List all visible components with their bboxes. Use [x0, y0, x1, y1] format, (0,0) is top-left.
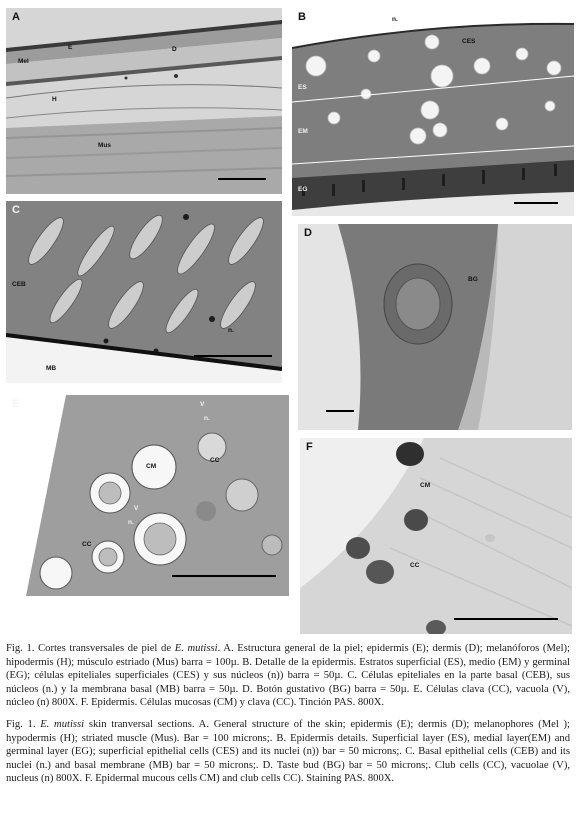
label-n: n.	[392, 16, 398, 23]
label-n-top: n.	[204, 415, 210, 422]
label-mus: Mus	[98, 142, 111, 149]
micrograph-panel-b	[292, 8, 574, 216]
caption-en-part1: Fig. 1.	[6, 719, 41, 730]
panel-b-letter: B	[298, 11, 306, 23]
panel-d-image	[298, 224, 572, 430]
label-n-mid: n.	[128, 519, 134, 526]
caption-en-part2: skin tranversal sections. A. General structure of the skin; epidermis (E); dermis (D); melanophores (Mel ); hypodermis (H); striated muscle (Mus). Bar = 100 microns;. B. Epidermis details. Superficial layer (ES), medial layer(EM) and germinal layer (EG); superficial epithelial cells (CES) and its nuclei (n)) bar = 50 microns;. C. Basal epithelial cells (CEB) and its nuclei (n.) and basal membrane (MB) bar = 50 microns;. D. Taste bud (BG) bar = 50 microns;. Club cells (CC), vacuolae (V), nucleus (n) 800X. F. Epidermal mucous cells CM) and club cells CC). Staining PAS. 800X.	[6, 719, 570, 785]
label-cm-f: CM	[420, 482, 431, 489]
panel-e-image	[6, 395, 289, 596]
label-ces: CES	[462, 38, 476, 45]
scale-bar-e	[172, 575, 276, 577]
label-cm-e: CM	[146, 463, 157, 470]
panel-d-letter: D	[304, 227, 312, 239]
micrograph-panel-e	[6, 395, 289, 596]
figure-caption-spanish	[6, 642, 570, 710]
figure-caption-english	[6, 718, 570, 786]
label-n-c: n.	[228, 327, 234, 334]
micrograph-panel-d	[298, 224, 572, 430]
label-bg: BG	[468, 276, 478, 283]
panel-f-letter: F	[306, 441, 313, 453]
micrograph-panel-f	[300, 438, 572, 634]
label-eg: EG	[298, 186, 308, 193]
caption-es-part1: Fig. 1. Cortes transversales de piel de	[6, 643, 175, 654]
label-cc-right: CC	[210, 457, 220, 464]
caption-es-part2: . A. Estructura general de la piel; epidermis (E); dermis (D); melanóforos (Mel); hipodermis (H); músculo estriado (Mus) barra = 100µ. B. Detalle de la epidermis. Estratos superficial (ES), medio (EM) y germinal (EG); células epiteliales superficiales (CES) y sus núcleos (n)) barra = 50µ. C. Células epiteliales en la parte basal (CEB), sus núcleos (n.) y la membrana basal (MB) barra = 50µ. D. Botón gustativo (BG) barra = 50µ. E. Células clava (CC), vacuola (V), núcleo (n) 800X. F. Epidermis. Células mucosas (CM) y clava (CC). Tinción PAS. 800X.	[6, 643, 570, 709]
scale-bar-b	[514, 202, 558, 204]
label-em: EM	[298, 128, 308, 135]
scale-bar-f	[454, 618, 558, 620]
caption-es-species: E. mutissi	[174, 643, 218, 654]
micrograph-panel-c	[6, 201, 282, 383]
label-cc-f: CC	[410, 562, 420, 569]
label-h: H	[52, 96, 57, 103]
micrograph-panel-a	[6, 8, 282, 194]
label-v-top: V	[200, 401, 205, 408]
label-e: E	[68, 44, 73, 51]
panel-e-letter: E	[12, 398, 20, 410]
panel-a-letter: A	[12, 11, 20, 23]
label-cc-left: CC	[82, 541, 92, 548]
panel-f-image	[300, 438, 572, 634]
caption-en-species: E. mutissi	[40, 719, 85, 730]
panel-b-image	[292, 8, 574, 216]
scale-bar-a	[218, 178, 266, 180]
panel-a-image	[6, 8, 282, 194]
panel-c-letter: C	[12, 204, 20, 216]
label-mb: MB	[46, 365, 57, 372]
label-ceb: CEB	[12, 281, 26, 288]
label-v-mid: V	[134, 505, 139, 512]
label-d: D	[172, 46, 177, 53]
scale-bar-d	[326, 410, 354, 412]
label-mel: Mel	[18, 58, 29, 65]
label-es: ES	[298, 84, 307, 91]
scale-bar-c	[194, 355, 272, 357]
